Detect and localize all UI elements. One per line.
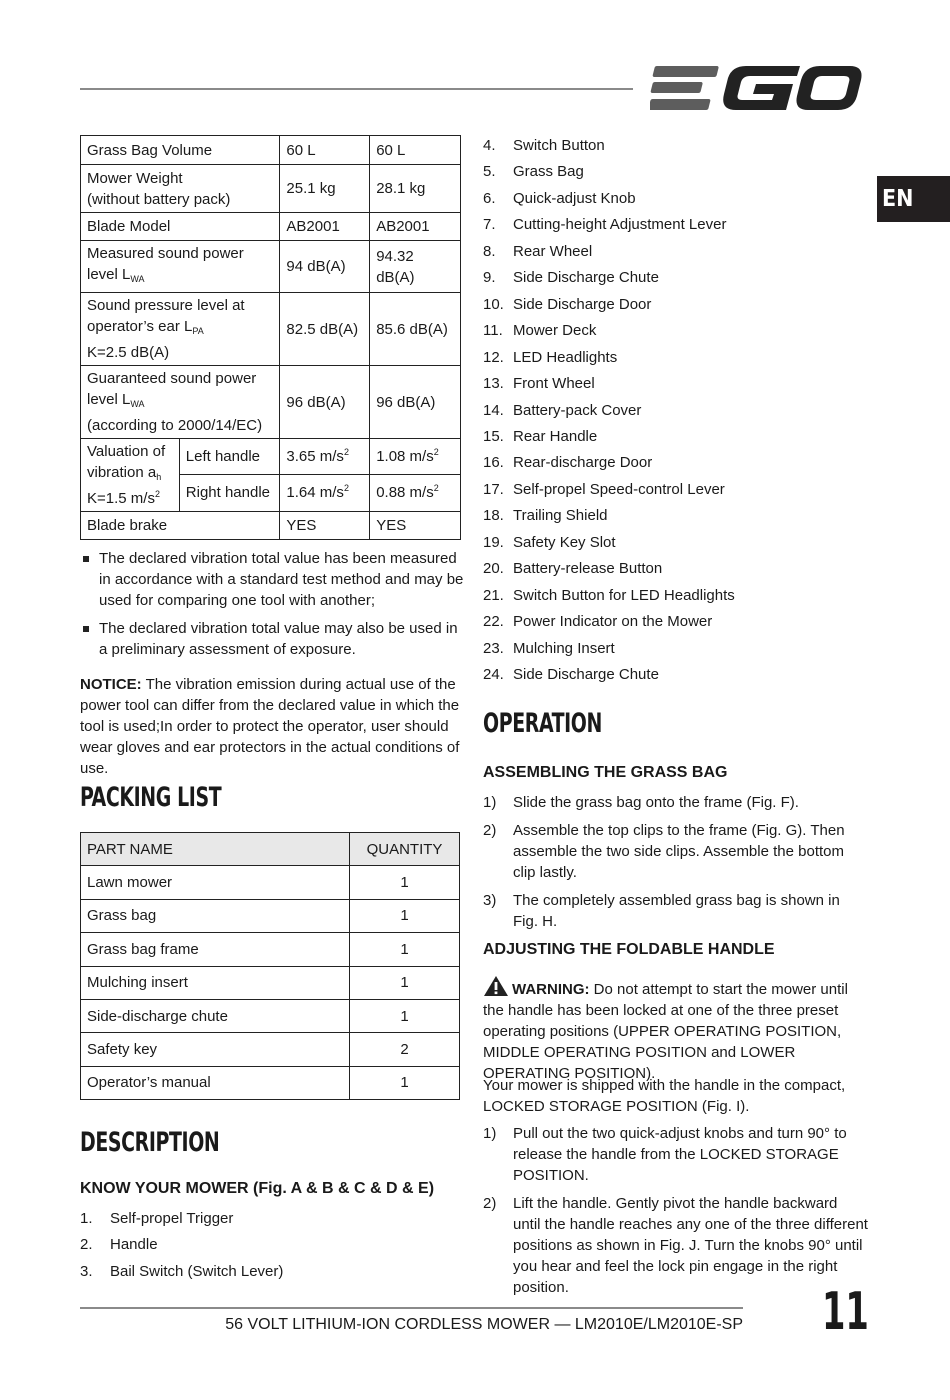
spec-sublabel: Left handle: [179, 439, 280, 475]
list-item: 3. Bail Switch (Switch Lever): [80, 1262, 284, 1280]
part-quantity: 1: [350, 933, 460, 966]
part-name: Mulching insert: [81, 966, 350, 999]
packing-list-heading: PACKING LIST: [80, 782, 222, 813]
parts-list-right: [483, 133, 735, 689]
footer-rule: [80, 1307, 743, 1309]
table-row: [81, 933, 460, 966]
warning-icon: [483, 975, 509, 997]
spec-value-1: AB2001: [280, 213, 370, 241]
list-item: 1) Pull out the two quick-adjust knobs and turn 90° to release the handle from the LOCKED STORAGE POSITION.: [483, 1125, 847, 1184]
list-item: 24. Side Discharge Chute: [483, 666, 659, 684]
warning-paragraph: WARNING: Do not attempt to start the mower until the handle has been locked at one of the three preset operating positions (UPPER OPERATING POSITION, MIDDLE OPERATING POSITION and LOWER OPERATING POSITION).: [483, 975, 868, 1084]
table-row: [81, 899, 460, 932]
list-item: 9. Side Discharge Chute: [483, 269, 659, 287]
list-item: The declared vibration total value has been measured in accordance with a standard test method and may be used for comparing one tool with another;: [80, 548, 465, 611]
part-quantity: 2: [350, 1033, 460, 1066]
header-rule: [80, 88, 633, 90]
list-item: 17. Self-propel Speed-control Lever: [483, 480, 725, 498]
part-quantity: 1: [350, 999, 460, 1032]
language-tab: EN: [877, 176, 950, 222]
grass-bag-steps: [483, 792, 868, 932]
table-row: [81, 999, 460, 1032]
spec-sublabel: Right handle: [179, 474, 280, 511]
list-item: 20. Battery-release Button: [483, 560, 663, 578]
ego-logo: [650, 62, 862, 114]
spec-label: Blade brake: [81, 512, 280, 540]
operation-heading: OPERATION: [483, 708, 602, 739]
table-row: [81, 866, 460, 899]
spec-value-2: 1.08 $m/s^2$: [370, 439, 461, 475]
handle-intro: Your mower is shipped with the handle in the compact, LOCKED STORAGE POSITION (Fig. I).: [483, 1077, 846, 1115]
list-item: 1) Slide the grass bag onto the frame (Fig. F).: [483, 794, 799, 811]
spec-value-1: 60 L: [280, 136, 370, 165]
part-quantity: 1: [350, 866, 460, 899]
parts-list-left: [80, 1206, 283, 1285]
list-item: 11. Mower Deck: [483, 322, 597, 340]
spec-table: [80, 135, 461, 540]
part-name: Operator’s manual: [81, 1066, 350, 1099]
spec-value-2: 60 L: [370, 136, 461, 165]
list-item: The declared vibration total value may also be used in a preliminary assessment of exposure.: [80, 618, 465, 660]
list-item: 16. Rear-discharge Door: [483, 454, 653, 472]
know-your-mower-heading: KNOW YOUR MOWER (Fig. A & B & C & D & E): [80, 1180, 435, 1197]
spec-value-2: 0.88 $m/s^2$: [370, 474, 461, 511]
spec-row: [81, 241, 461, 293]
list-item: 2. Handle: [80, 1236, 158, 1254]
list-item: 2) Assemble the top clips to the frame (Fig. G). Then assemble the two side clips. Assemble the bottom clip lastly.: [483, 822, 845, 881]
packing-list-table: [80, 832, 460, 1100]
part-name: Side-discharge chute: [81, 999, 350, 1032]
list-item: 1. Self-propel Trigger: [80, 1210, 234, 1227]
list-item: 2) Lift the handle. Gently pivot the handle backward until the handle reaches any one of the three different positions as shown in Fig. J. Turn the knobs 90° until you hear and feel the lock pin engage in the right position.: [483, 1195, 868, 1296]
warning-label: WARNING:: [512, 981, 590, 998]
part-quantity: 1: [350, 899, 460, 932]
spec-value-1: YES: [280, 512, 370, 540]
part-name: Safety key: [81, 1033, 350, 1066]
spec-value-1: 25.1 kg: [280, 165, 370, 213]
spec-label: Valuation of vibration $a_h$ K=1.5 $m/s^2$: [81, 439, 180, 512]
spec-row: [81, 439, 461, 475]
spec-label: Grass Bag Volume: [81, 136, 280, 165]
spec-value-2: AB2001: [370, 213, 461, 241]
vibration-notes: [80, 548, 465, 667]
adjusting-handle-heading: ADJUSTING THE FOLDABLE HANDLE: [483, 941, 775, 958]
part-name: Grass bag: [81, 899, 350, 932]
list-item: 23. Mulching Insert: [483, 639, 615, 657]
spec-value-1: 3.65 $m/s^2$: [280, 439, 370, 475]
list-item: 5. Grass Bag: [483, 163, 584, 181]
spec-label: Sound pressure level at operator’s ear $L_{PA}$ K=2.5 dB(A): [81, 293, 280, 366]
list-item: 14. Battery-pack Cover: [483, 401, 642, 419]
table-row: [81, 966, 460, 999]
spec-row: [81, 366, 461, 439]
table-row: [81, 1033, 460, 1066]
list-item: 13. Front Wheel: [483, 375, 595, 393]
footer-title: 56 VOLT LITHIUM-ION CORDLESS MOWER — LM2010E/LM2010E-SP: [225, 1316, 743, 1333]
spec-row: [81, 293, 461, 366]
list-item: 19. Safety Key Slot: [483, 533, 616, 551]
spec-value-2: 94.32 dB(A): [370, 241, 461, 293]
list-item: 8. Rear Wheel: [483, 242, 593, 260]
notice-paragraph: NOTICE: The vibration emission during actual use of the power tool can differ from the declared value in which the tool is used;In order to protect the operator, user should wear gloves and ear protectors in the actual conditions of use.: [80, 676, 460, 777]
assembling-grass-bag-heading: ASSEMBLING THE GRASS BAG: [483, 764, 728, 781]
list-item: 10. Side Discharge Door: [483, 295, 652, 313]
column-header-quantity: QUANTITY: [350, 833, 460, 866]
part-name: Lawn mower: [81, 866, 350, 899]
part-quantity: 1: [350, 966, 460, 999]
spec-label: Blade Model: [81, 213, 280, 241]
page-number: 11: [822, 1282, 869, 1342]
list-item: 3) The completely assembled grass bag is shown in Fig. H.: [483, 892, 840, 930]
spec-label: Measured sound power level $L_{WA}$: [81, 241, 280, 293]
spec-row: [81, 165, 461, 213]
list-item: 21. Switch Button for LED Headlights: [483, 586, 735, 604]
spec-label: Guaranteed sound power level $L_{WA}$ (according to 2000/14/EC): [81, 366, 280, 439]
handle-steps: [483, 1123, 868, 1298]
list-item: 6. Quick-adjust Knob: [483, 189, 636, 207]
spec-value-1: 1.64 $m/s^2$: [280, 474, 370, 511]
part-name: Grass bag frame: [81, 933, 350, 966]
table-row: [81, 1066, 460, 1099]
table-header-row: [81, 833, 460, 866]
spec-value-1: 96 dB(A): [280, 366, 370, 439]
list-item: 12. LED Headlights: [483, 348, 618, 366]
spec-value-1: 82.5 dB(A): [280, 293, 370, 366]
list-item: 22. Power Indicator on the Mower: [483, 613, 713, 631]
list-item: 4. Switch Button: [483, 137, 605, 154]
spec-value-1: 94 dB(A): [280, 241, 370, 293]
spec-value-2: 96 dB(A): [370, 366, 461, 439]
spec-row: [81, 213, 461, 241]
part-quantity: 1: [350, 1066, 460, 1099]
list-item: 18. Trailing Shield: [483, 507, 608, 525]
description-heading: DESCRIPTION: [80, 1127, 220, 1158]
list-item: 15. Rear Handle: [483, 427, 598, 445]
spec-label: Mower Weight (without battery pack): [81, 165, 280, 213]
spec-value-2: 28.1 kg: [370, 165, 461, 213]
notice-label: NOTICE:: [80, 676, 142, 693]
spec-row: [81, 512, 461, 540]
spec-row: [81, 136, 461, 165]
column-header-part-name: PART NAME: [81, 833, 350, 866]
spec-value-2: 85.6 dB(A): [370, 293, 461, 366]
list-item: 7. Cutting-height Adjustment Lever: [483, 216, 727, 234]
spec-value-2: YES: [370, 512, 461, 540]
